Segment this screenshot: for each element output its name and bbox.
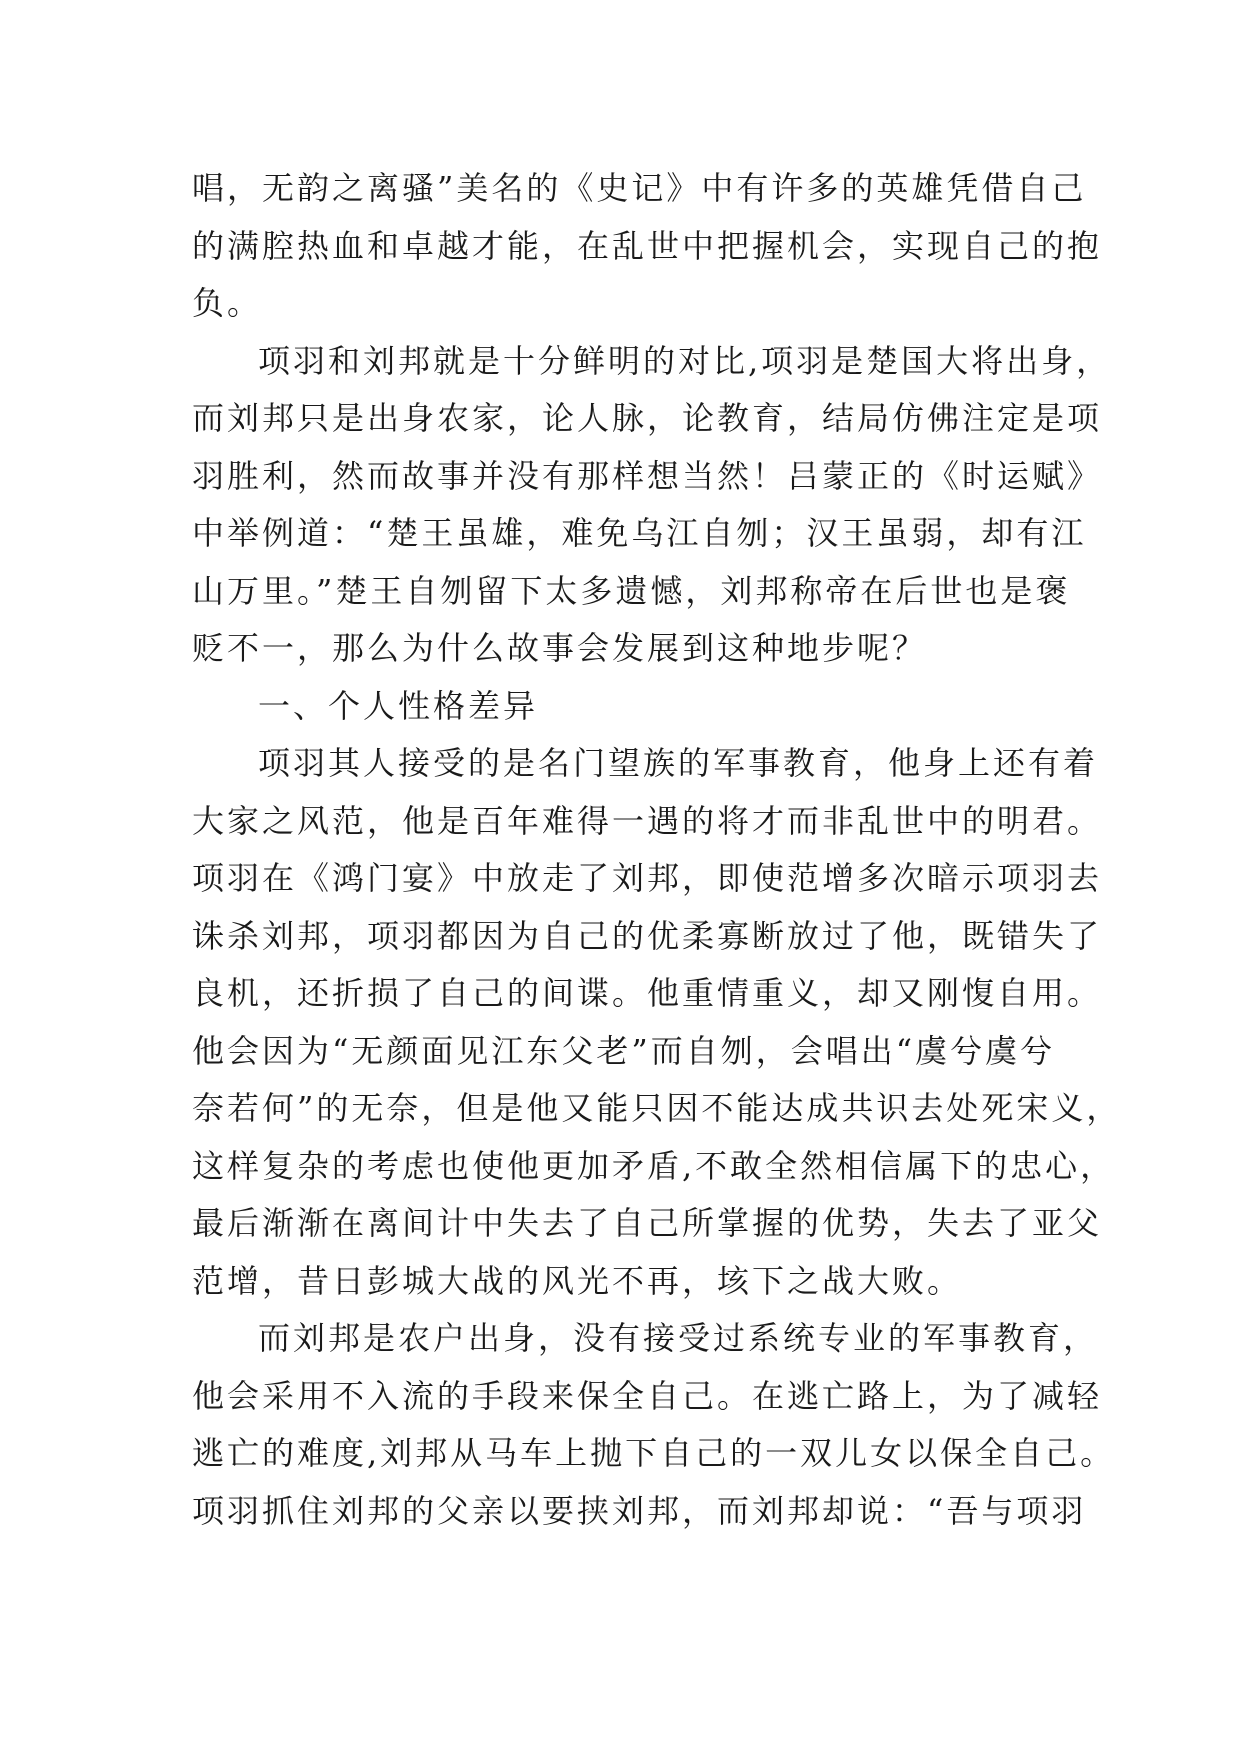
text-line: 最后渐渐在离间计中失去了自己所掌握的优势，失去了亚父 (192, 1204, 1103, 1242)
text-line: 的满腔热血和卓越才能，在乱世中把握机会，实现自己的抱 (192, 226, 1103, 265)
text-line: 项羽在《鸿门宴》中放走了刘邦，即使范增多次暗示项羽去 (192, 859, 1103, 897)
paragraph-first-line: 而刘邦是农户出身，没有接受过系统专业的军事教育， (258, 1319, 1099, 1357)
text-line: 良机，还折损了自己的间谍。他重情重义，却又刚愎自用。 (192, 974, 1103, 1012)
text-line: 逃亡的难度,刘邦从马车上抛下自己的一双儿女以保全自己。 (192, 1434, 1116, 1472)
document-body (192, 160, 1122, 1540)
text-line: 负。 (192, 284, 263, 322)
text-line: 而刘邦只是出身农家，论人脉，论教育，结局仿佛注定是项 (192, 399, 1103, 437)
section-heading: 一、个人性格差异 (258, 686, 539, 725)
text-line: 诛杀刘邦，项羽都因为自己的优柔寡断放过了他，既错失了 (192, 916, 1103, 955)
text-line: 唱，无韵之离骚”美名的《史记》中有许多的英雄凭借自己 (192, 169, 1087, 207)
text-line: 范增，昔日彭城大战的风光不再，垓下之战大败。 (192, 1261, 963, 1300)
text-line: 羽胜利，然而故事并没有那样想当然！吕蒙正的《时运赋》 (192, 456, 1103, 495)
text-line: 大家之风范，他是百年难得一遇的将才而非乱世中的明君。 (192, 801, 1103, 840)
text-line: 山万里。”楚王自刎留下太多遗憾，刘邦称帝在后世也是褒 (192, 571, 1071, 610)
text-line: 中举例道：“楚王虽雄，难免乌江自刎；汉王虽弱，却有江 (192, 514, 1087, 552)
text-line: 贬不一，那么为什么故事会发展到这种地步呢？ (192, 629, 928, 667)
paragraph-first-line: 项羽其人接受的是名门望族的军事教育，他身上还有着 (258, 744, 1099, 782)
text-line: 这样复杂的考虑也使他更加矛盾,不敢全然相信属下的忠心， (192, 1146, 1116, 1185)
text-line: 项羽抓住刘邦的父亲以要挟刘邦，而刘邦却说：“吾与项羽 (192, 1491, 1087, 1530)
text-line: 他会因为“无颜面见江东父老”而自刎，会唱出“虞兮虞兮 (192, 1031, 1056, 1070)
paragraph-first-line: 项羽和刘邦就是十分鲜明的对比,项羽是楚国大将出身， (258, 341, 1112, 380)
text-line: 奈若何”的无奈，但是他又能只因不能达成共识去处死宋义， (192, 1089, 1122, 1127)
text-line: 他会采用不入流的手段来保全自己。在逃亡路上，为了减轻 (192, 1376, 1103, 1415)
